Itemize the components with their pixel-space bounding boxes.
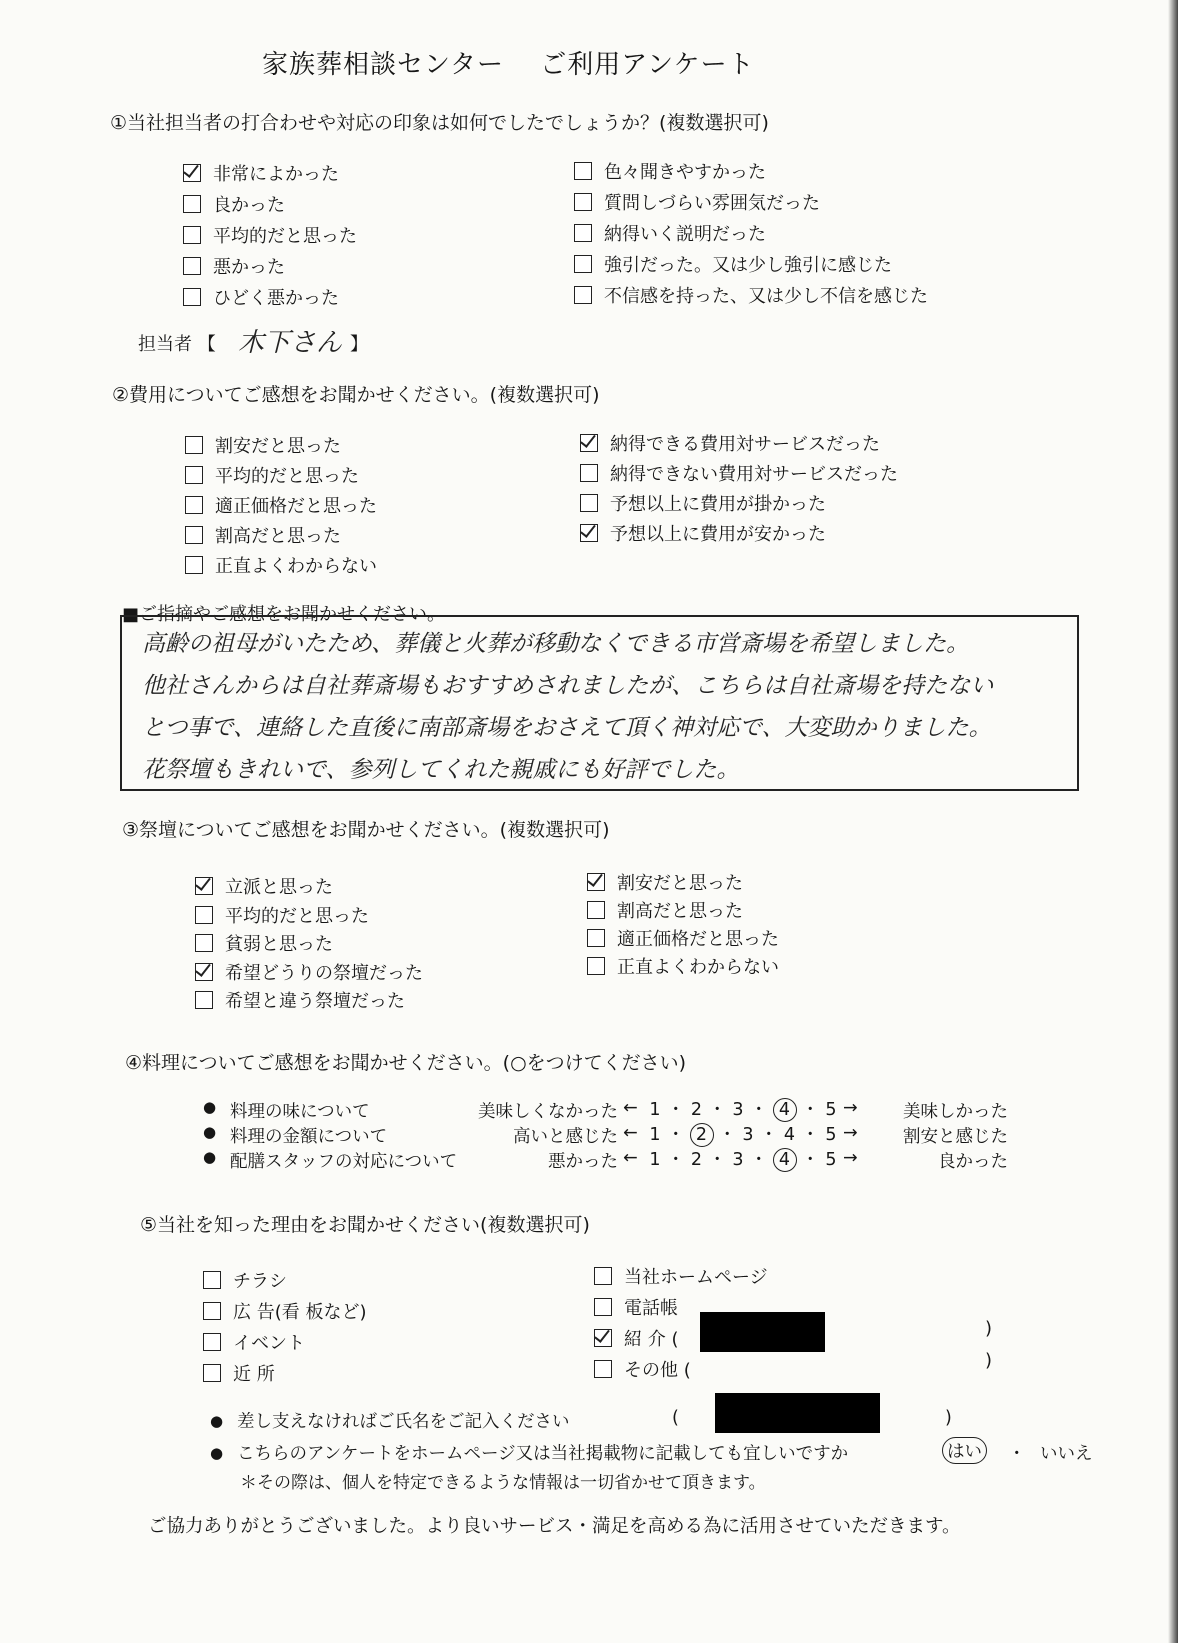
scale-separator: ・ (760, 1125, 778, 1145)
checkbox[interactable] (183, 195, 201, 213)
option-item[interactable] (587, 953, 779, 979)
rating-option[interactable]: 4 (783, 1125, 796, 1145)
option-item[interactable] (195, 873, 333, 899)
rating-option[interactable]: 3 (742, 1125, 754, 1145)
option-item[interactable] (183, 253, 285, 279)
checkbox[interactable] (195, 991, 213, 1009)
scale-separator: ・ (718, 1125, 736, 1145)
option-label: 納得いく説明だった (604, 224, 766, 245)
option-item[interactable] (195, 930, 333, 956)
rating-low-label: 悪かった (548, 1152, 618, 1172)
scan-edge (1168, 0, 1178, 1643)
rating-option[interactable]: 1 (649, 1100, 661, 1120)
redacted-name (715, 1393, 880, 1433)
checkbox[interactable] (587, 901, 605, 919)
arrow-right-icon: → (843, 1123, 858, 1143)
option-label: 広 告(看 板など) (233, 1302, 367, 1323)
option-label: 電話帳 (624, 1298, 678, 1319)
option-label: 立派と思った (225, 877, 333, 898)
option-label: イベント (233, 1333, 305, 1354)
checked-checkbox[interactable] (580, 434, 598, 452)
option-label: 近 所 (233, 1364, 275, 1385)
option-label: 平均的だと思った (213, 226, 357, 247)
option-item[interactable] (203, 1267, 287, 1293)
option-item[interactable] (594, 1263, 768, 1289)
option-label: 平均的だと思った (215, 466, 359, 487)
rating-high-label: 割安と感じた (903, 1127, 1008, 1147)
option-label: 適正価格だと思った (617, 929, 779, 950)
rating-label: 料理の味について (230, 1102, 370, 1122)
comment-line: とつ事で、連絡した直後に南部斎場をおさえて頂く神対応で、大変助かりました。 (142, 715, 992, 741)
option-label: 希望と違う祭壇だった (225, 991, 405, 1012)
checkbox[interactable] (594, 1267, 612, 1285)
option-label: 予想以上に費用が安かった (610, 524, 826, 545)
checkbox[interactable] (183, 257, 201, 275)
option-label: 納得できない費用対サービスだった (610, 464, 898, 485)
option-item[interactable] (185, 522, 341, 548)
rating-high-label: 良かった (938, 1152, 1008, 1172)
option-item[interactable] (183, 191, 285, 217)
checkbox[interactable] (574, 162, 592, 180)
comment-line: 高齢の祖母がいたため、葬儀と火葬が移動なくできる市営斎場を希望しました。 (142, 631, 970, 657)
checked-checkbox[interactable] (587, 873, 605, 891)
bullet-icon: ● (203, 1098, 217, 1116)
checkbox[interactable] (594, 1360, 612, 1378)
rating-high-label: 美味しかった (903, 1102, 1008, 1122)
option-item[interactable] (195, 959, 423, 985)
option-item[interactable] (203, 1360, 275, 1386)
checkbox[interactable] (185, 526, 203, 544)
option-label: 希望どうりの祭壇だった (225, 962, 423, 984)
option-item[interactable] (183, 222, 357, 248)
scale-separator: ・ (801, 1125, 819, 1145)
option-item[interactable] (185, 462, 359, 488)
checkbox[interactable] (203, 1302, 221, 1320)
scale-separator: ・ (708, 1150, 726, 1170)
answer-separator: ・ (1008, 1444, 1026, 1464)
option-label: 割高だと思った (215, 526, 341, 547)
selected-rating[interactable]: 4 (773, 1098, 797, 1122)
checkbox[interactable] (580, 494, 598, 512)
rating-scale[interactable] (648, 1096, 838, 1122)
rating-low-label: 高いと感じた (513, 1127, 618, 1147)
option-label: 質問しづらい雰囲気だった (604, 193, 820, 214)
rating-scale[interactable] (648, 1121, 838, 1147)
arrow-left-icon: ← (623, 1123, 638, 1143)
option-label: 色々聞きやすかった (604, 162, 766, 183)
option-label: 良かった (213, 195, 285, 216)
checkbox[interactable] (574, 286, 592, 304)
option-item[interactable] (594, 1325, 678, 1351)
scale-separator: ・ (667, 1150, 685, 1170)
rating-option[interactable]: 2 (690, 1150, 703, 1170)
rating-option[interactable]: 5 (825, 1125, 837, 1145)
checkbox[interactable] (580, 464, 598, 482)
comments-box[interactable] (120, 615, 1079, 791)
checkbox[interactable] (203, 1271, 221, 1289)
checkbox[interactable] (195, 906, 213, 924)
option-label: 適正価格だと思った (215, 496, 377, 517)
option-item[interactable] (580, 430, 880, 456)
checked-checkbox[interactable] (195, 877, 213, 895)
option-item[interactable] (185, 552, 377, 578)
option-label: 割安だと思った (215, 436, 341, 457)
option-item[interactable] (195, 987, 405, 1013)
option-label: 正直よくわからない (617, 957, 779, 978)
answer-no[interactable]: いいえ (1040, 1444, 1093, 1464)
option-label: 割安だと思った (617, 873, 743, 894)
checked-checkbox[interactable] (594, 1329, 612, 1347)
rating-option[interactable]: 1 (649, 1125, 661, 1145)
rating-label: 料理の金額について (230, 1127, 388, 1147)
comments-heading: ■ご指摘やご感想をお聞かせください。 (122, 604, 446, 625)
bullet-icon: ● (210, 1444, 224, 1462)
option-item[interactable] (594, 1294, 678, 1320)
name-prompt: 差し支えなければご氏名をご記入ください (237, 1412, 570, 1432)
redacted-referrer (700, 1312, 825, 1352)
checkbox[interactable] (594, 1298, 612, 1316)
checked-checkbox[interactable] (195, 963, 213, 981)
rating-option[interactable]: 5 (825, 1100, 837, 1120)
q1-question: ①当社担当者の打合わせや対応の印象は如何でしたでしょうか？(複数選択可) (110, 112, 769, 134)
selected-rating[interactable]: 4 (773, 1148, 797, 1172)
rating-option[interactable]: 1 (649, 1150, 661, 1170)
arrow-right-icon: → (843, 1098, 858, 1118)
option-label: 強引だった。又は少し強引に感じた (604, 255, 892, 276)
selected-rating[interactable]: 2 (690, 1123, 714, 1147)
other-close-paren: ) (985, 1350, 993, 1371)
option-label: 貧弱と思った (225, 934, 333, 955)
name-open-paren: ( (672, 1408, 679, 1428)
staff-close-bracket: 】 (350, 334, 368, 355)
thanks-message: ご協力ありがとうございました。より良いサービス・満足を高める為に活用させていただきます。 (148, 1516, 961, 1537)
scale-separator: ・ (801, 1100, 819, 1120)
rating-option[interactable]: 5 (825, 1150, 837, 1170)
scale-separator: ・ (667, 1125, 685, 1145)
option-label: 納得できる費用対サービスだった (610, 434, 880, 455)
option-item[interactable] (185, 432, 341, 458)
checkbox[interactable] (185, 436, 203, 454)
option-label: 非常によかった (213, 164, 339, 185)
option-label: 正直よくわからない (215, 556, 377, 577)
q5-question: ⑤当社を知った理由をお聞かせください(複数選択可) (140, 1214, 590, 1236)
q3-question: ③祭壇についてご感想をお聞かせください。(複数選択可) (122, 819, 610, 841)
option-item[interactable] (587, 897, 743, 923)
scale-separator: ・ (801, 1150, 819, 1170)
option-label: 割高だと思った (617, 901, 743, 922)
option-label: 紹 介 ( (624, 1329, 679, 1350)
checkbox[interactable] (587, 929, 605, 947)
option-label: ひどく悪かった (213, 288, 339, 309)
checkbox[interactable] (587, 957, 605, 975)
scale-separator: ・ (750, 1150, 768, 1170)
option-label: 不信感を持った、又は少し不信を感じた (604, 286, 928, 307)
option-item[interactable] (183, 160, 339, 186)
rating-option[interactable]: 3 (732, 1100, 744, 1120)
publish-prompt: こちらのアンケートをホームページ又は当社掲載物に記載しても宜しいですか (237, 1444, 849, 1464)
option-item[interactable] (594, 1356, 691, 1382)
option-item[interactable] (203, 1298, 367, 1324)
yes-circled: はい (942, 1437, 987, 1464)
bullet-icon: ● (203, 1123, 217, 1141)
answer-yes[interactable] (942, 1437, 987, 1464)
option-item[interactable] (574, 189, 820, 215)
option-label: 悪かった (213, 257, 285, 278)
option-item[interactable] (587, 925, 779, 951)
option-item[interactable] (574, 220, 766, 246)
q4-question: ④料理についてご感想をお聞かせください。(○をつけてください) (125, 1052, 687, 1074)
option-item[interactable] (203, 1329, 305, 1355)
checked-checkbox[interactable] (183, 164, 201, 182)
option-label: 当社ホームページ (624, 1267, 768, 1288)
scale-separator: ・ (708, 1100, 726, 1120)
option-label: 予想以上に費用が掛かった (610, 494, 826, 515)
option-item[interactable] (574, 282, 928, 308)
bullet-icon: ● (210, 1412, 224, 1430)
option-label: チラシ (233, 1271, 287, 1292)
checkbox[interactable] (574, 255, 592, 273)
option-label: 平均的だと思った (225, 905, 369, 927)
arrow-right-icon: → (843, 1148, 858, 1168)
rating-scale[interactable] (648, 1146, 838, 1172)
checkbox[interactable] (185, 556, 203, 574)
checkbox[interactable] (203, 1364, 221, 1382)
name-close-paren: ) (945, 1408, 952, 1428)
referral-close-paren: ) (985, 1318, 993, 1339)
option-item[interactable] (580, 460, 898, 486)
rating-option[interactable]: 2 (690, 1100, 703, 1120)
option-item[interactable] (183, 284, 339, 310)
q2-question: ②費用についてご感想をお聞かせください。(複数選択可) (112, 384, 600, 406)
checkbox[interactable] (185, 496, 203, 514)
rating-low-label: 美味しくなかった (478, 1102, 618, 1122)
staff-name[interactable]: 木下さん (238, 328, 343, 358)
comment-line: 花祭壇もきれいで、参列してくれた親戚にも好評でした。 (142, 757, 740, 783)
option-item[interactable] (195, 902, 369, 928)
option-label: その他 ( (624, 1360, 691, 1381)
checkbox[interactable] (203, 1333, 221, 1351)
checkbox[interactable] (574, 193, 592, 211)
privacy-note: ＊その際は、個人を特定できるような情報は一切省かせて頂きます。 (240, 1473, 766, 1493)
checkbox[interactable] (574, 224, 592, 242)
checkbox[interactable] (195, 934, 213, 952)
option-item[interactable] (580, 520, 826, 546)
option-item[interactable] (587, 869, 743, 895)
checked-checkbox[interactable] (580, 524, 598, 542)
option-item[interactable] (580, 490, 826, 516)
option-item[interactable] (185, 492, 377, 518)
arrow-left-icon: ← (623, 1148, 638, 1168)
arrow-left-icon: ← (623, 1098, 638, 1118)
scale-separator: ・ (750, 1100, 768, 1120)
staff-label: 担当者 【 (138, 334, 216, 355)
checkbox[interactable] (183, 288, 201, 306)
option-item[interactable] (574, 251, 892, 277)
checkbox[interactable] (183, 226, 201, 244)
checkbox[interactable] (185, 466, 203, 484)
bullet-icon: ● (203, 1148, 217, 1166)
rating-option[interactable]: 3 (732, 1150, 744, 1170)
scale-separator: ・ (667, 1100, 685, 1120)
comment-line: 他社さんからは自社葬斎場もおすすめされましたが、こちらは自社斎場を持たない (142, 673, 994, 699)
rating-label: 配膳スタッフの対応について (230, 1152, 458, 1172)
survey-title: 家族葬相談センター ご利用アンケート (262, 50, 755, 80)
option-item[interactable] (574, 158, 766, 184)
